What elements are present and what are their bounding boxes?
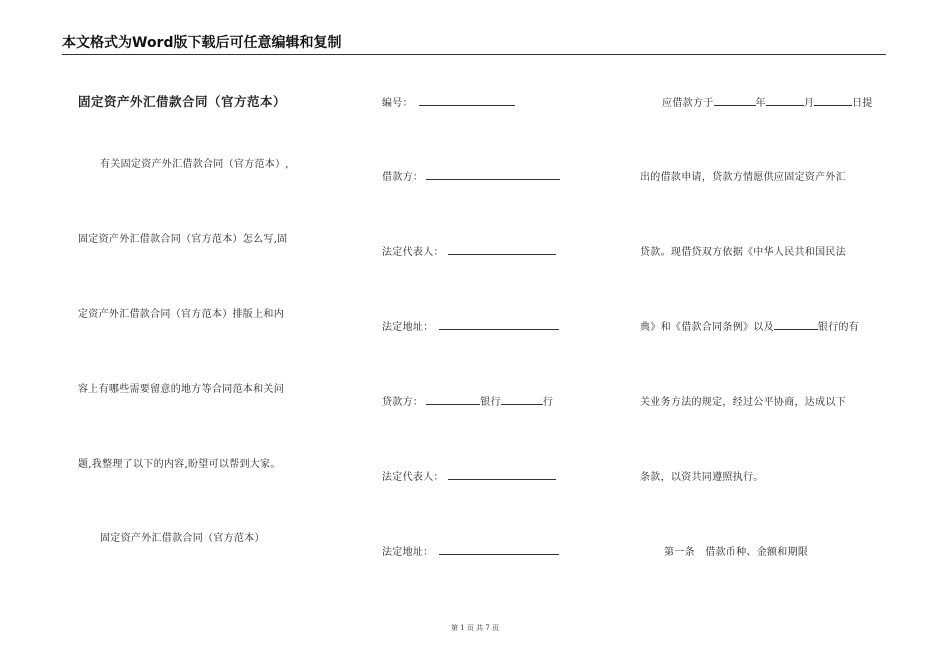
- intro-line-4: 容上有哪些需要留意的地方等合同范本和关问: [78, 384, 284, 395]
- lender-legal-address-row: [382, 543, 559, 558]
- preamble-line-5: 关业务方法的规定，经过公平协商，达成以下: [640, 397, 846, 408]
- preamble-line-1: [662, 94, 873, 109]
- document-banner: 本文格式为Word版下载后可任意编辑和复制: [62, 32, 886, 55]
- month-word: 月: [803, 98, 815, 109]
- borrower-legal-address-label: 法定地址：: [382, 322, 434, 333]
- borrower-legal-address-row: [382, 318, 559, 333]
- intro-line-1: 有关固定资产外汇借款合同（官方范本）,: [100, 159, 289, 170]
- intro-line-2: 固定资产外汇借款合同（官方范本）怎么写,固: [78, 234, 288, 245]
- lender-row: [382, 393, 553, 408]
- intro-line-3: 定资产外汇借款合同（官方范本）排版上和内: [78, 309, 284, 320]
- bank-name-blank: [774, 319, 818, 330]
- preamble-line-4: [640, 318, 859, 333]
- borrower-legal-rep-label: 法定代表人：: [382, 247, 444, 258]
- borrower-legal-rep-blank: [448, 244, 556, 255]
- lender-branch-blank: [501, 394, 543, 405]
- preamble-line-2: 出的借款申请，贷款方情愿供应固定资产外汇: [640, 172, 846, 183]
- borrower-blank: [426, 169, 560, 180]
- lender-legal-address-label: 法定地址：: [382, 547, 434, 558]
- lender-bank-blank: [426, 394, 480, 405]
- section-heading: 固定资产外汇借款合同（官方范本）: [100, 533, 265, 544]
- contract-number-label: 编号：: [382, 98, 413, 109]
- lender-legal-address-blank: [439, 544, 559, 555]
- intro-line-5: 题,我整理了以下的内容,盼望可以帮到大家。: [78, 459, 281, 470]
- clause-1-heading: 第一条 借款币种、金额和期限: [664, 547, 809, 558]
- day-word: 日提: [852, 98, 873, 109]
- preamble-text-c: 银行的有: [817, 322, 860, 333]
- preamble-text-b: 典》和《借款合同条例》以及: [640, 322, 774, 333]
- borrower-label: 借款方：: [382, 172, 424, 183]
- month-blank: [766, 95, 804, 106]
- preamble-text-a: 应借款方于: [662, 98, 714, 109]
- lender-label: 贷款方：: [382, 397, 424, 408]
- preamble-line-6: 条款，以资共同遵照执行。: [640, 472, 764, 483]
- lender-legal-rep-label: 法定代表人：: [382, 472, 444, 483]
- year-word: 年: [755, 98, 766, 109]
- preamble-line-3: 贷款。现借贷双方依据《中华人民共和国民法: [640, 247, 846, 258]
- borrower-row: [382, 168, 560, 183]
- lender-bank-word: 银行: [480, 397, 501, 408]
- lender-branch-word: 行: [542, 397, 554, 408]
- borrower-legal-rep-row: [382, 243, 556, 258]
- page-number: 第 1 页 共 7 页: [450, 624, 500, 632]
- contract-number-blank: [419, 95, 515, 106]
- contract-number-row: [382, 94, 515, 109]
- lender-legal-rep-blank: [448, 469, 556, 480]
- year-blank: [714, 95, 756, 106]
- borrower-legal-address-blank: [439, 319, 559, 330]
- day-blank: [814, 95, 852, 106]
- document-title: 固定资产外汇借款合同（官方范本）: [78, 94, 287, 109]
- lender-legal-rep-row: [382, 468, 556, 483]
